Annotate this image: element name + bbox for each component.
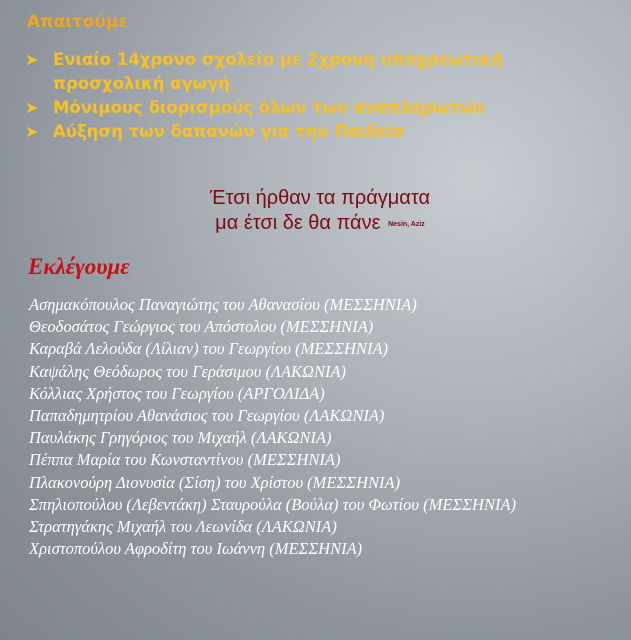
candidate-item: Καραβά Λελούδα (Λίλιαν) του Γεωργίου (ΜΕΣΣΗΝΙΑ) (29, 339, 389, 359)
candidates-list (29, 294, 619, 560)
candidate-item: Στρατηγάκης Μιχαήλ του Λεωνίδα (ΛΑΚΩΝΙΑ) (29, 517, 337, 537)
demands-heading: Απαιτούμε (27, 12, 128, 32)
quote-line-2-wrapper (150, 211, 490, 237)
candidate-item: Παυλάκης Γρηγόριος του Μιχαήλ (ΛΑΚΩΝΙΑ) (29, 428, 332, 448)
arrow-bullet-icon: ➤ (25, 98, 39, 117)
candidate-item: Κόλλιας Χρήστος του Γεωργίου (ΑΡΓΟΛΙΔΑ) (29, 383, 325, 403)
demand-item (25, 96, 615, 120)
candidate-item: Πέππα Μαρία του Κωνσταντίνου (ΜΕΣΣΗΝΙΑ) (29, 450, 341, 470)
candidate-item: Πλακονούρη Διονυσία (Σίση) του Χρίστου (ΜΕΣΣΗΝΙΑ) (29, 472, 401, 492)
quote-line-2: μα έτσι δε θα πάνε (215, 212, 381, 234)
demand-text: Αύξηση των δαπανών για την Παιδεία (53, 122, 405, 141)
demands-list (25, 48, 615, 144)
quote-line-1: Έτσι ήρθαν τα πράγματα (209, 187, 431, 209)
quote-block (150, 186, 490, 237)
arrow-bullet-icon: ➤ (25, 122, 39, 141)
candidate-item: Σπηλιοπούλου (Λεβεντάκη) Σταυρούλα (Βούλα) του Φωτίου (ΜΕΣΣΗΝΙΑ) (29, 494, 517, 514)
demand-item (25, 48, 615, 96)
candidate-item: Χριστοπούλου Αφροδίτη του Ιωάννη (ΜΕΣΣΗΝΙΑ) (29, 539, 363, 559)
demand-text: Μόνιμους διορισμούς όλων των αναπληρωτών (53, 98, 486, 117)
candidate-item: Ασημακόπουλος Παναγιώτης του Αθανασίου (ΜΕΣΣΗΝΙΑ) (29, 295, 417, 314)
demand-item (25, 120, 615, 144)
candidate-item: Θεοδοσάτος Γεώργιος του Απόστολου (ΜΕΣΣΗΝΙΑ) (29, 317, 374, 337)
candidate-item: Καψάλης Θεόδωρος του Γεράσιμου (ΛΑΚΩΝΙΑ) (29, 361, 347, 381)
quote-source: Nesin, Aziz (388, 221, 425, 228)
demand-text: Ενιαίο 14χρονο σχολείο με 2χρονη υποχρεωτική προσχολική αγωγή (53, 50, 503, 93)
candidate-item: Παπαδημητρίου Αθανάσιος του Γεωργίου (ΛΑΚΩΝΙΑ) (29, 406, 385, 426)
elect-heading: Εκλέγουμε (28, 254, 130, 279)
arrow-bullet-icon: ➤ (25, 50, 39, 69)
